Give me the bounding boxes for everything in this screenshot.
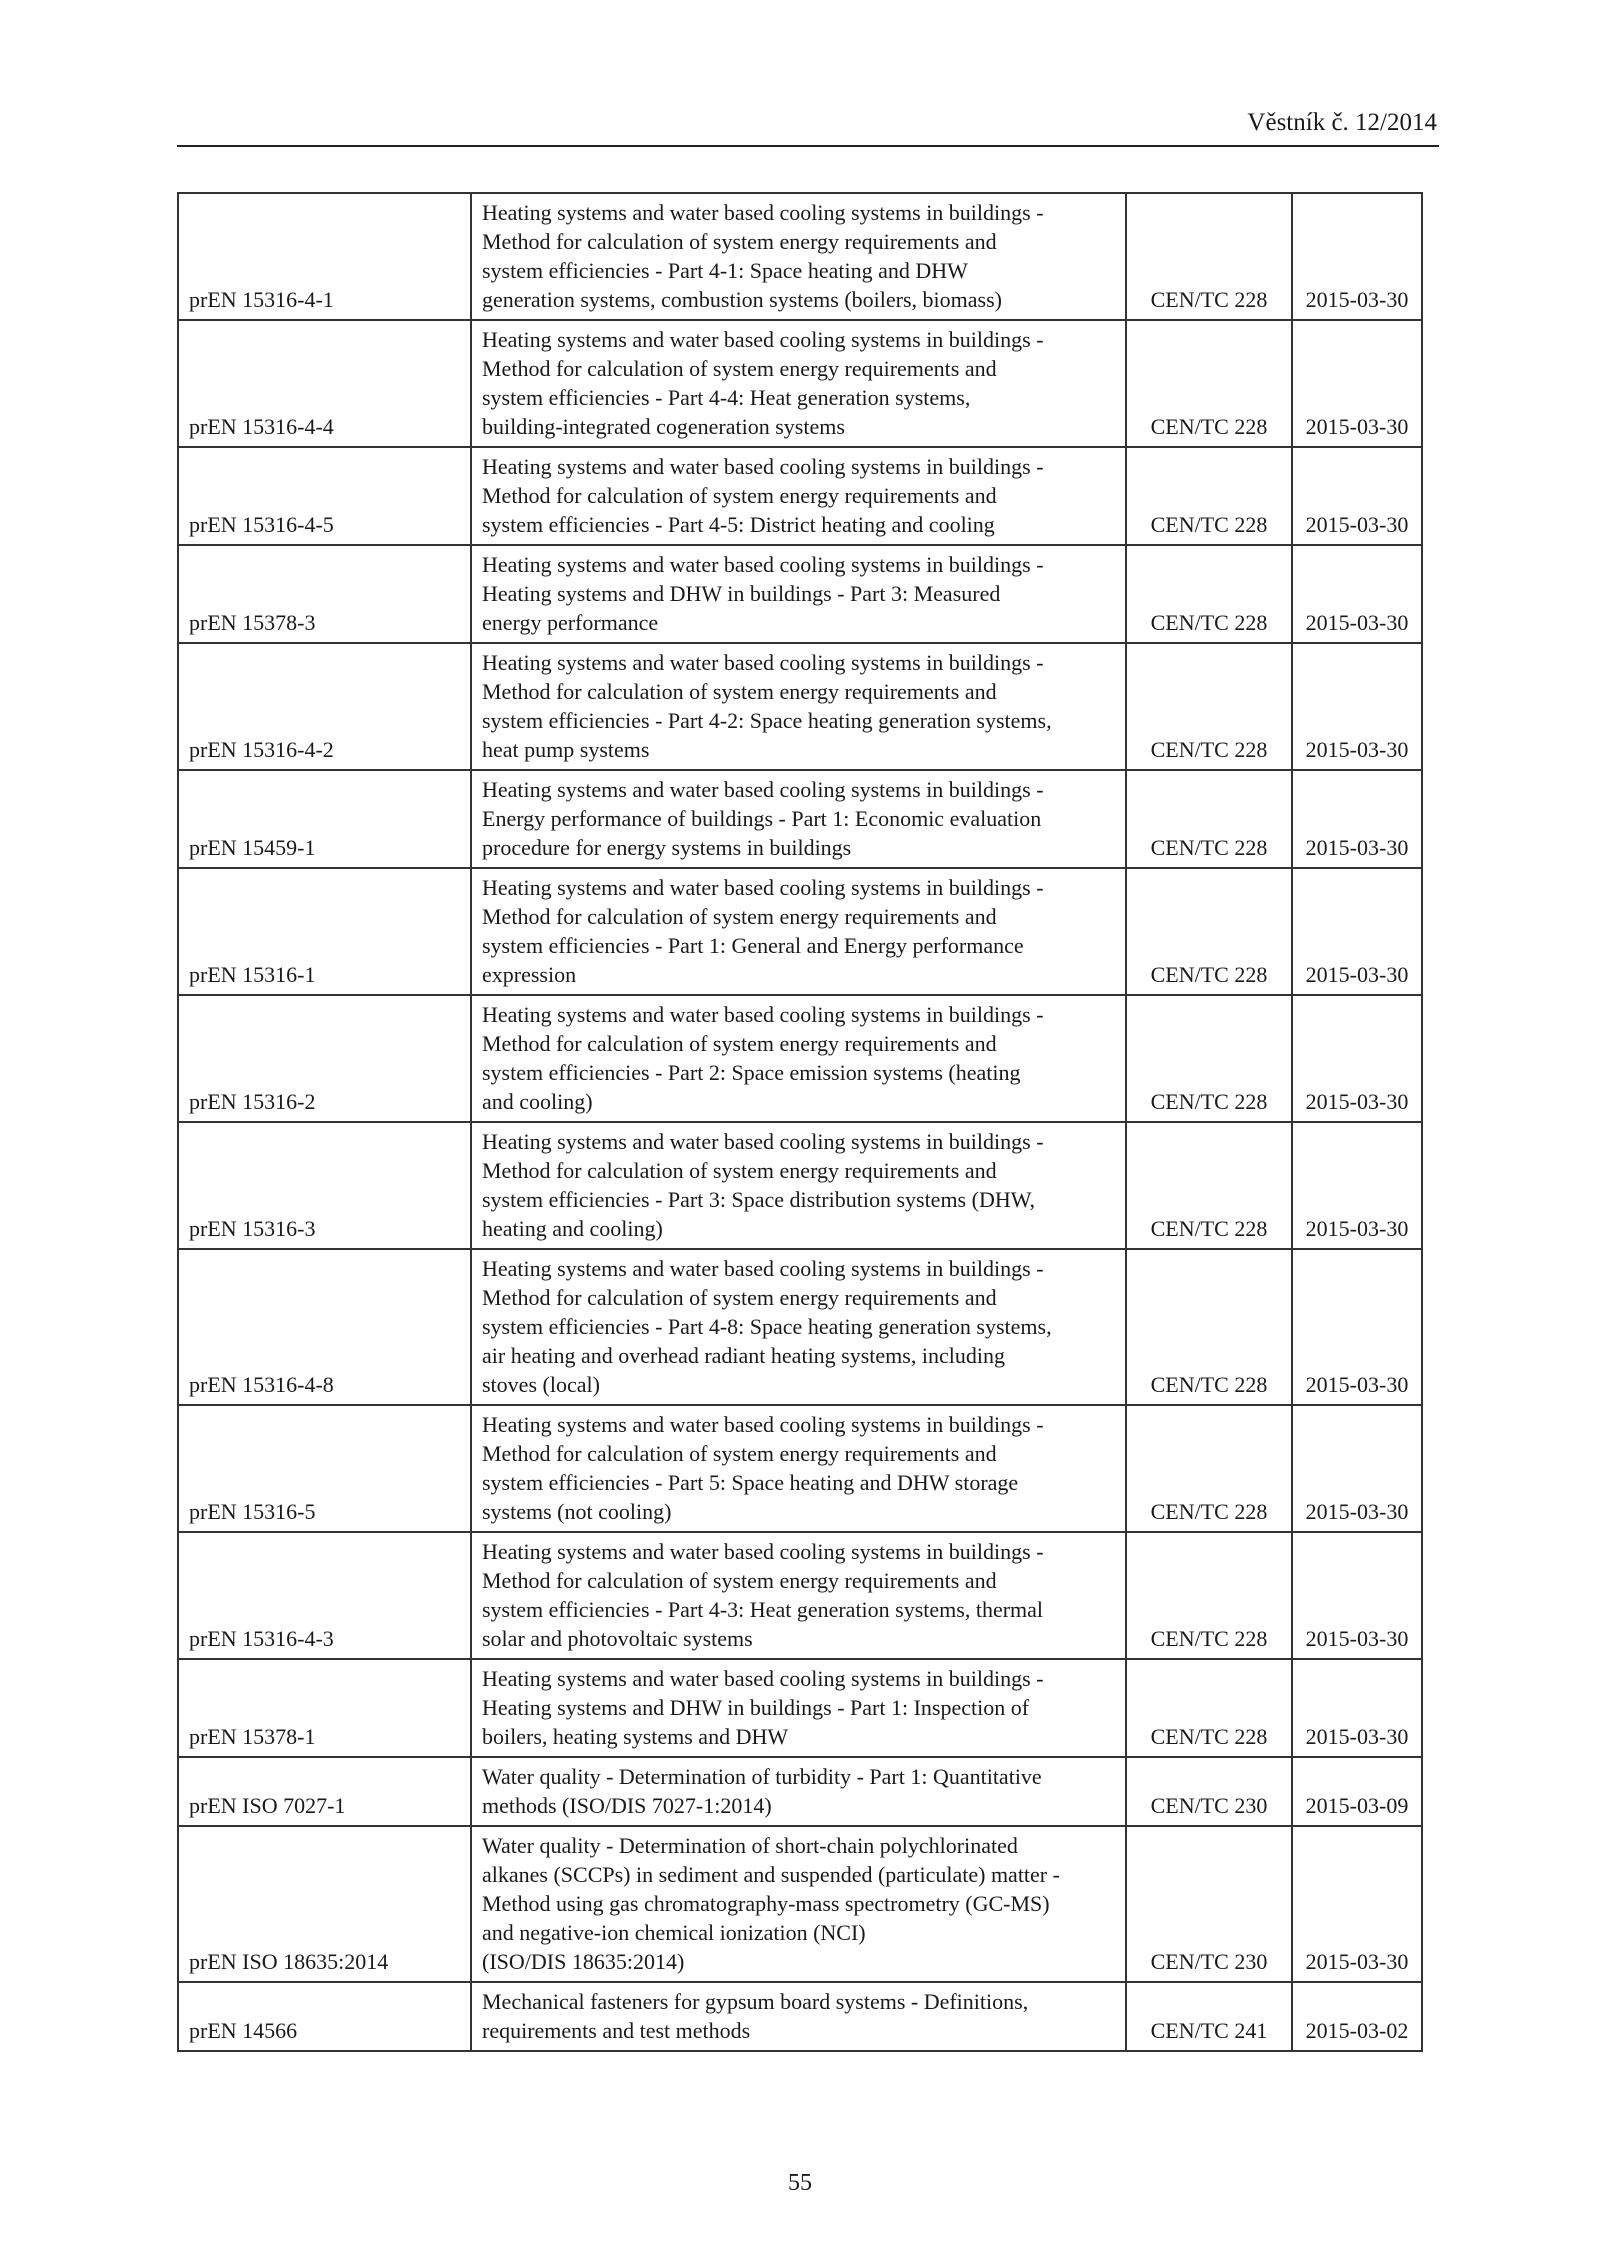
standard-title: Heating systems and water based cooling systems in buildings - Method for calculation of system energy requirements and system efficiencies - Part 4-5: District heating and cooling <box>471 447 1126 545</box>
technical-committee: CEN/TC 228 <box>1126 770 1292 868</box>
technical-committee: CEN/TC 228 <box>1126 1249 1292 1405</box>
standard-title: Heating systems and water based cooling systems in buildings - Method for calculation of system energy requirements and system efficiencies - Part 4-4: Heat generation systems, building-integrated cogeneration systems <box>471 320 1126 447</box>
standard-title: Heating systems and water based cooling systems in buildings - Method for calculation of system energy requirements and system efficiencies - Part 2: Space emission systems (heating and cooling) <box>471 995 1126 1122</box>
standard-code: prEN 15378-3 <box>178 545 471 643</box>
standard-code: prEN 15316-5 <box>178 1405 471 1532</box>
technical-committee: CEN/TC 230 <box>1126 1826 1292 1982</box>
deadline-date: 2015-03-30 <box>1292 1122 1422 1249</box>
table-row <box>178 320 1422 447</box>
deadline-date: 2015-03-30 <box>1292 770 1422 868</box>
standard-title: Water quality - Determination of turbidity - Part 1: Quantitative methods (ISO/DIS 7027-1:2014) <box>471 1757 1126 1826</box>
standard-title: Heating systems and water based cooling systems in buildings - Energy performance of buildings - Part 1: Economic evaluation procedure for energy systems in buildings <box>471 770 1126 868</box>
table-row <box>178 643 1422 770</box>
standard-code: prEN 14566 <box>178 1982 471 2051</box>
table-row <box>178 1532 1422 1659</box>
standard-code: prEN 15316-1 <box>178 868 471 995</box>
standard-code: prEN ISO 18635:2014 <box>178 1826 471 1982</box>
deadline-date: 2015-03-30 <box>1292 643 1422 770</box>
table-row <box>178 1249 1422 1405</box>
deadline-date: 2015-03-09 <box>1292 1757 1422 1826</box>
standard-code: prEN 15316-2 <box>178 995 471 1122</box>
deadline-date: 2015-03-30 <box>1292 545 1422 643</box>
technical-committee: CEN/TC 241 <box>1126 1982 1292 2051</box>
technical-committee: CEN/TC 228 <box>1126 868 1292 995</box>
standard-code: prEN 15316-4-8 <box>178 1249 471 1405</box>
table-row <box>178 1122 1422 1249</box>
table-row <box>178 868 1422 995</box>
table-row <box>178 1405 1422 1532</box>
table-row <box>178 1982 1422 2051</box>
table-row <box>178 995 1422 1122</box>
standard-code: prEN 15316-4-4 <box>178 320 471 447</box>
deadline-date: 2015-03-30 <box>1292 193 1422 320</box>
standard-code: prEN 15316-3 <box>178 1122 471 1249</box>
deadline-date: 2015-03-30 <box>1292 320 1422 447</box>
deadline-date: 2015-03-30 <box>1292 1532 1422 1659</box>
page-number: 55 <box>788 2170 812 2196</box>
header-divider <box>177 145 1439 147</box>
standard-title: Heating systems and water based cooling systems in buildings - Method for calculation of system energy requirements and system efficiencies - Part 4-8: Space heating generation systems, air heating and overhead radiant heating systems, including stoves (local) <box>471 1249 1126 1405</box>
technical-committee: CEN/TC 228 <box>1126 1405 1292 1532</box>
technical-committee: CEN/TC 228 <box>1126 545 1292 643</box>
table-row <box>178 193 1422 320</box>
standard-title: Heating systems and water based cooling systems in buildings - Method for calculation of system energy requirements and system efficiencies - Part 1: General and Energy performance expression <box>471 868 1126 995</box>
deadline-date: 2015-03-30 <box>1292 1405 1422 1532</box>
table-row <box>178 1826 1422 1982</box>
standards-table <box>177 192 1423 2052</box>
standard-title: Heating systems and water based cooling systems in buildings - Method for calculation of system energy requirements and system efficiencies - Part 5: Space heating and DHW storage systems (not cooling) <box>471 1405 1126 1532</box>
technical-committee: CEN/TC 228 <box>1126 320 1292 447</box>
table-row <box>178 1757 1422 1826</box>
technical-committee: CEN/TC 228 <box>1126 995 1292 1122</box>
table-row <box>178 545 1422 643</box>
standard-title: Heating systems and water based cooling systems in buildings - Heating systems and DHW in buildings - Part 1: Inspection of boilers, heating systems and DHW <box>471 1659 1126 1757</box>
standard-title: Heating systems and water based cooling systems in buildings - Method for calculation of system energy requirements and system efficiencies - Part 4-2: Space heating generation systems, heat pump systems <box>471 643 1126 770</box>
deadline-date: 2015-03-30 <box>1292 1249 1422 1405</box>
standard-code: prEN 15316-4-1 <box>178 193 471 320</box>
technical-committee: CEN/TC 228 <box>1126 1532 1292 1659</box>
standard-code: prEN 15316-4-3 <box>178 1532 471 1659</box>
deadline-date: 2015-03-30 <box>1292 868 1422 995</box>
table-row <box>178 1659 1422 1757</box>
technical-committee: CEN/TC 228 <box>1126 193 1292 320</box>
table-row <box>178 770 1422 868</box>
standard-code: prEN 15459-1 <box>178 770 471 868</box>
deadline-date: 2015-03-02 <box>1292 1982 1422 2051</box>
standard-title: Heating systems and water based cooling systems in buildings - Method for calculation of system energy requirements and system efficiencies - Part 3: Space distribution systems (DHW, heating and cooling) <box>471 1122 1126 1249</box>
standard-code: prEN ISO 7027-1 <box>178 1757 471 1826</box>
deadline-date: 2015-03-30 <box>1292 1659 1422 1757</box>
deadline-date: 2015-03-30 <box>1292 1826 1422 1982</box>
standard-code: prEN 15316-4-5 <box>178 447 471 545</box>
deadline-date: 2015-03-30 <box>1292 995 1422 1122</box>
standard-code: prEN 15378-1 <box>178 1659 471 1757</box>
standard-title: Water quality - Determination of short-chain polychlorinated alkanes (SCCPs) in sediment and suspended (particulate) matter - Method using gas chromatography-mass spectrometry (GC-MS) and negative-ion chemical ionization (NCI) (ISO/DIS 18635:2014) <box>471 1826 1126 1982</box>
standard-title: Heating systems and water based cooling systems in buildings - Method for calculation of system energy requirements and system efficiencies - Part 4-3: Heat generation systems, thermal solar and photovoltaic systems <box>471 1532 1126 1659</box>
technical-committee: CEN/TC 228 <box>1126 1122 1292 1249</box>
standard-title: Mechanical fasteners for gypsum board systems - Definitions, requirements and test methods <box>471 1982 1126 2051</box>
technical-committee: CEN/TC 228 <box>1126 447 1292 545</box>
technical-committee: CEN/TC 228 <box>1126 1659 1292 1757</box>
standard-title: Heating systems and water based cooling systems in buildings - Heating systems and DHW in buildings - Part 3: Measured energy performance <box>471 545 1126 643</box>
standard-code: prEN 15316-4-2 <box>178 643 471 770</box>
technical-committee: CEN/TC 228 <box>1126 643 1292 770</box>
standard-title: Heating systems and water based cooling systems in buildings - Method for calculation of system energy requirements and system efficiencies - Part 4-1: Space heating and DHW generation systems, combustion systems (boilers, biomass) <box>471 193 1126 320</box>
journal-header-title: Věstník č. 12/2014 <box>1247 109 1437 136</box>
table-row <box>178 447 1422 545</box>
technical-committee: CEN/TC 230 <box>1126 1757 1292 1826</box>
deadline-date: 2015-03-30 <box>1292 447 1422 545</box>
